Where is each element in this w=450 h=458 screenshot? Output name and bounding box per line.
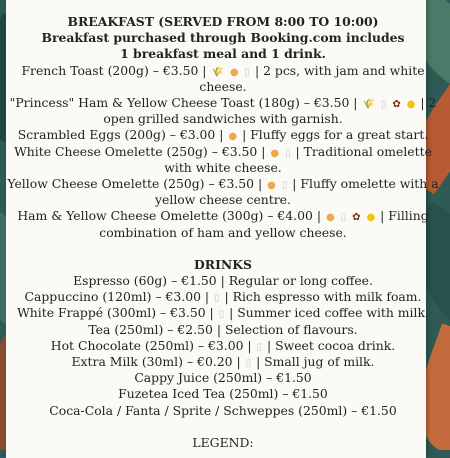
menu-item-french-toast: French Toast (200g) – €3.50 | 🌾 ● ▯ | 2 pcs, with jam and white bbox=[21, 62, 425, 78]
mustard-icon: ● bbox=[406, 99, 416, 111]
milk-icon: ▯ bbox=[285, 147, 291, 159]
egg-icon: ● bbox=[267, 180, 276, 192]
milk-icon: ▯ bbox=[214, 293, 220, 305]
milk-icon: ▯ bbox=[281, 180, 288, 192]
menu-item-princess-toast: "Princess" Ham & Yellow Cheese Toast (180g) – €3.50 | 🌾 ▯ ✿ ● | 2 bbox=[9, 95, 437, 111]
milk-icon: ▯ bbox=[244, 66, 251, 78]
menu-item-french-toast-cont: cheese. bbox=[199, 78, 247, 94]
wheat-icon: 🌾 bbox=[362, 99, 375, 111]
mustard-icon: ● bbox=[366, 212, 376, 224]
menu-item-espresso: Espresso (60g) – €1.50 | Regular or long coffee. bbox=[73, 273, 373, 289]
breakfast-intro: Breakfast purchased through Booking.com includes bbox=[41, 30, 405, 46]
menu-item-yellow-omelette: Yellow Cheese Omelette (250g) – €3.50 | ● ▯ | Fluffy omelette with a bbox=[7, 176, 439, 192]
milk-icon: ▯ bbox=[340, 212, 347, 224]
soy-icon: ✿ bbox=[392, 99, 401, 111]
menu-item-white-omelette: White Cheese Omelette (250g) – €3.50 | ● ▯ | Traditional omelette bbox=[14, 143, 432, 159]
egg-icon: ● bbox=[228, 131, 238, 143]
menu-item-ham-omelette-cont: combination of ham and yellow cheese. bbox=[99, 224, 347, 240]
soy-icon: ✿ bbox=[352, 212, 361, 224]
menu-item-yellow-omelette-cont: yellow cheese centre. bbox=[155, 192, 291, 208]
egg-icon: ● bbox=[325, 212, 335, 224]
menu-item-white-omelette-cont: with white cheese. bbox=[164, 159, 282, 175]
menu-item-cappy-juice: Cappy Juice (250ml) – €1.50 bbox=[134, 370, 312, 386]
milk-icon: ▯ bbox=[256, 341, 263, 353]
menu-item-scrambled-eggs: Scrambled Eggs (200g) – €3.00 | ● | Fluffy eggs for a great start. bbox=[17, 127, 429, 143]
menu-item-white-frappe: White Frappé (300ml) – €3.50 | ▯ | Summer iced coffee with milk. bbox=[17, 305, 429, 321]
menu-item-princess-toast-cont: open grilled sandwiches with garnish. bbox=[103, 111, 343, 127]
egg-icon: ● bbox=[229, 66, 239, 78]
wheat-icon: 🌾 bbox=[211, 66, 224, 78]
menu-item-hot-chocolate: Hot Chocolate (250ml) – €3.00 | ▯ | Sweet cocoa drink. bbox=[50, 337, 396, 353]
milk-icon: ▯ bbox=[218, 309, 225, 321]
breakfast-intro-2: 1 breakfast meal and 1 drink. bbox=[120, 46, 326, 62]
menu-item-tea: Tea (250ml) – €2.50 | Selection of flavours. bbox=[88, 321, 358, 337]
menu-item-fuzetea: Fuzetea Iced Tea (250ml) – €1.50 bbox=[118, 386, 328, 402]
breakfast-title: BREAKFAST (SERVED FROM 8:00 TO 10:00) bbox=[67, 14, 379, 29]
menu-content bbox=[0, 14, 446, 451]
milk-icon: ▯ bbox=[245, 358, 252, 370]
milk-icon: ▯ bbox=[380, 99, 387, 111]
egg-icon: ● bbox=[270, 147, 280, 159]
menu-item-ham-omelette: Ham & Yellow Cheese Omelette (300g) – €4.00 | ● ▯ ✿ ● | Filling bbox=[17, 208, 429, 224]
menu-item-extra-milk: Extra Milk (30ml) – €0.20 | ▯ | Small jug of milk. bbox=[71, 354, 375, 370]
menu-item-cappuccino: Cappuccino (120ml) – €3.00 | ▯ | Rich espresso with milk foam. bbox=[24, 289, 422, 305]
drinks-title: DRINKS bbox=[194, 256, 252, 272]
menu-item-soft-drinks: Coca-Cola / Fanta / Sprite / Schweppes (250ml) – €1.50 bbox=[49, 402, 397, 418]
legend-title: LEGEND: bbox=[192, 434, 254, 450]
